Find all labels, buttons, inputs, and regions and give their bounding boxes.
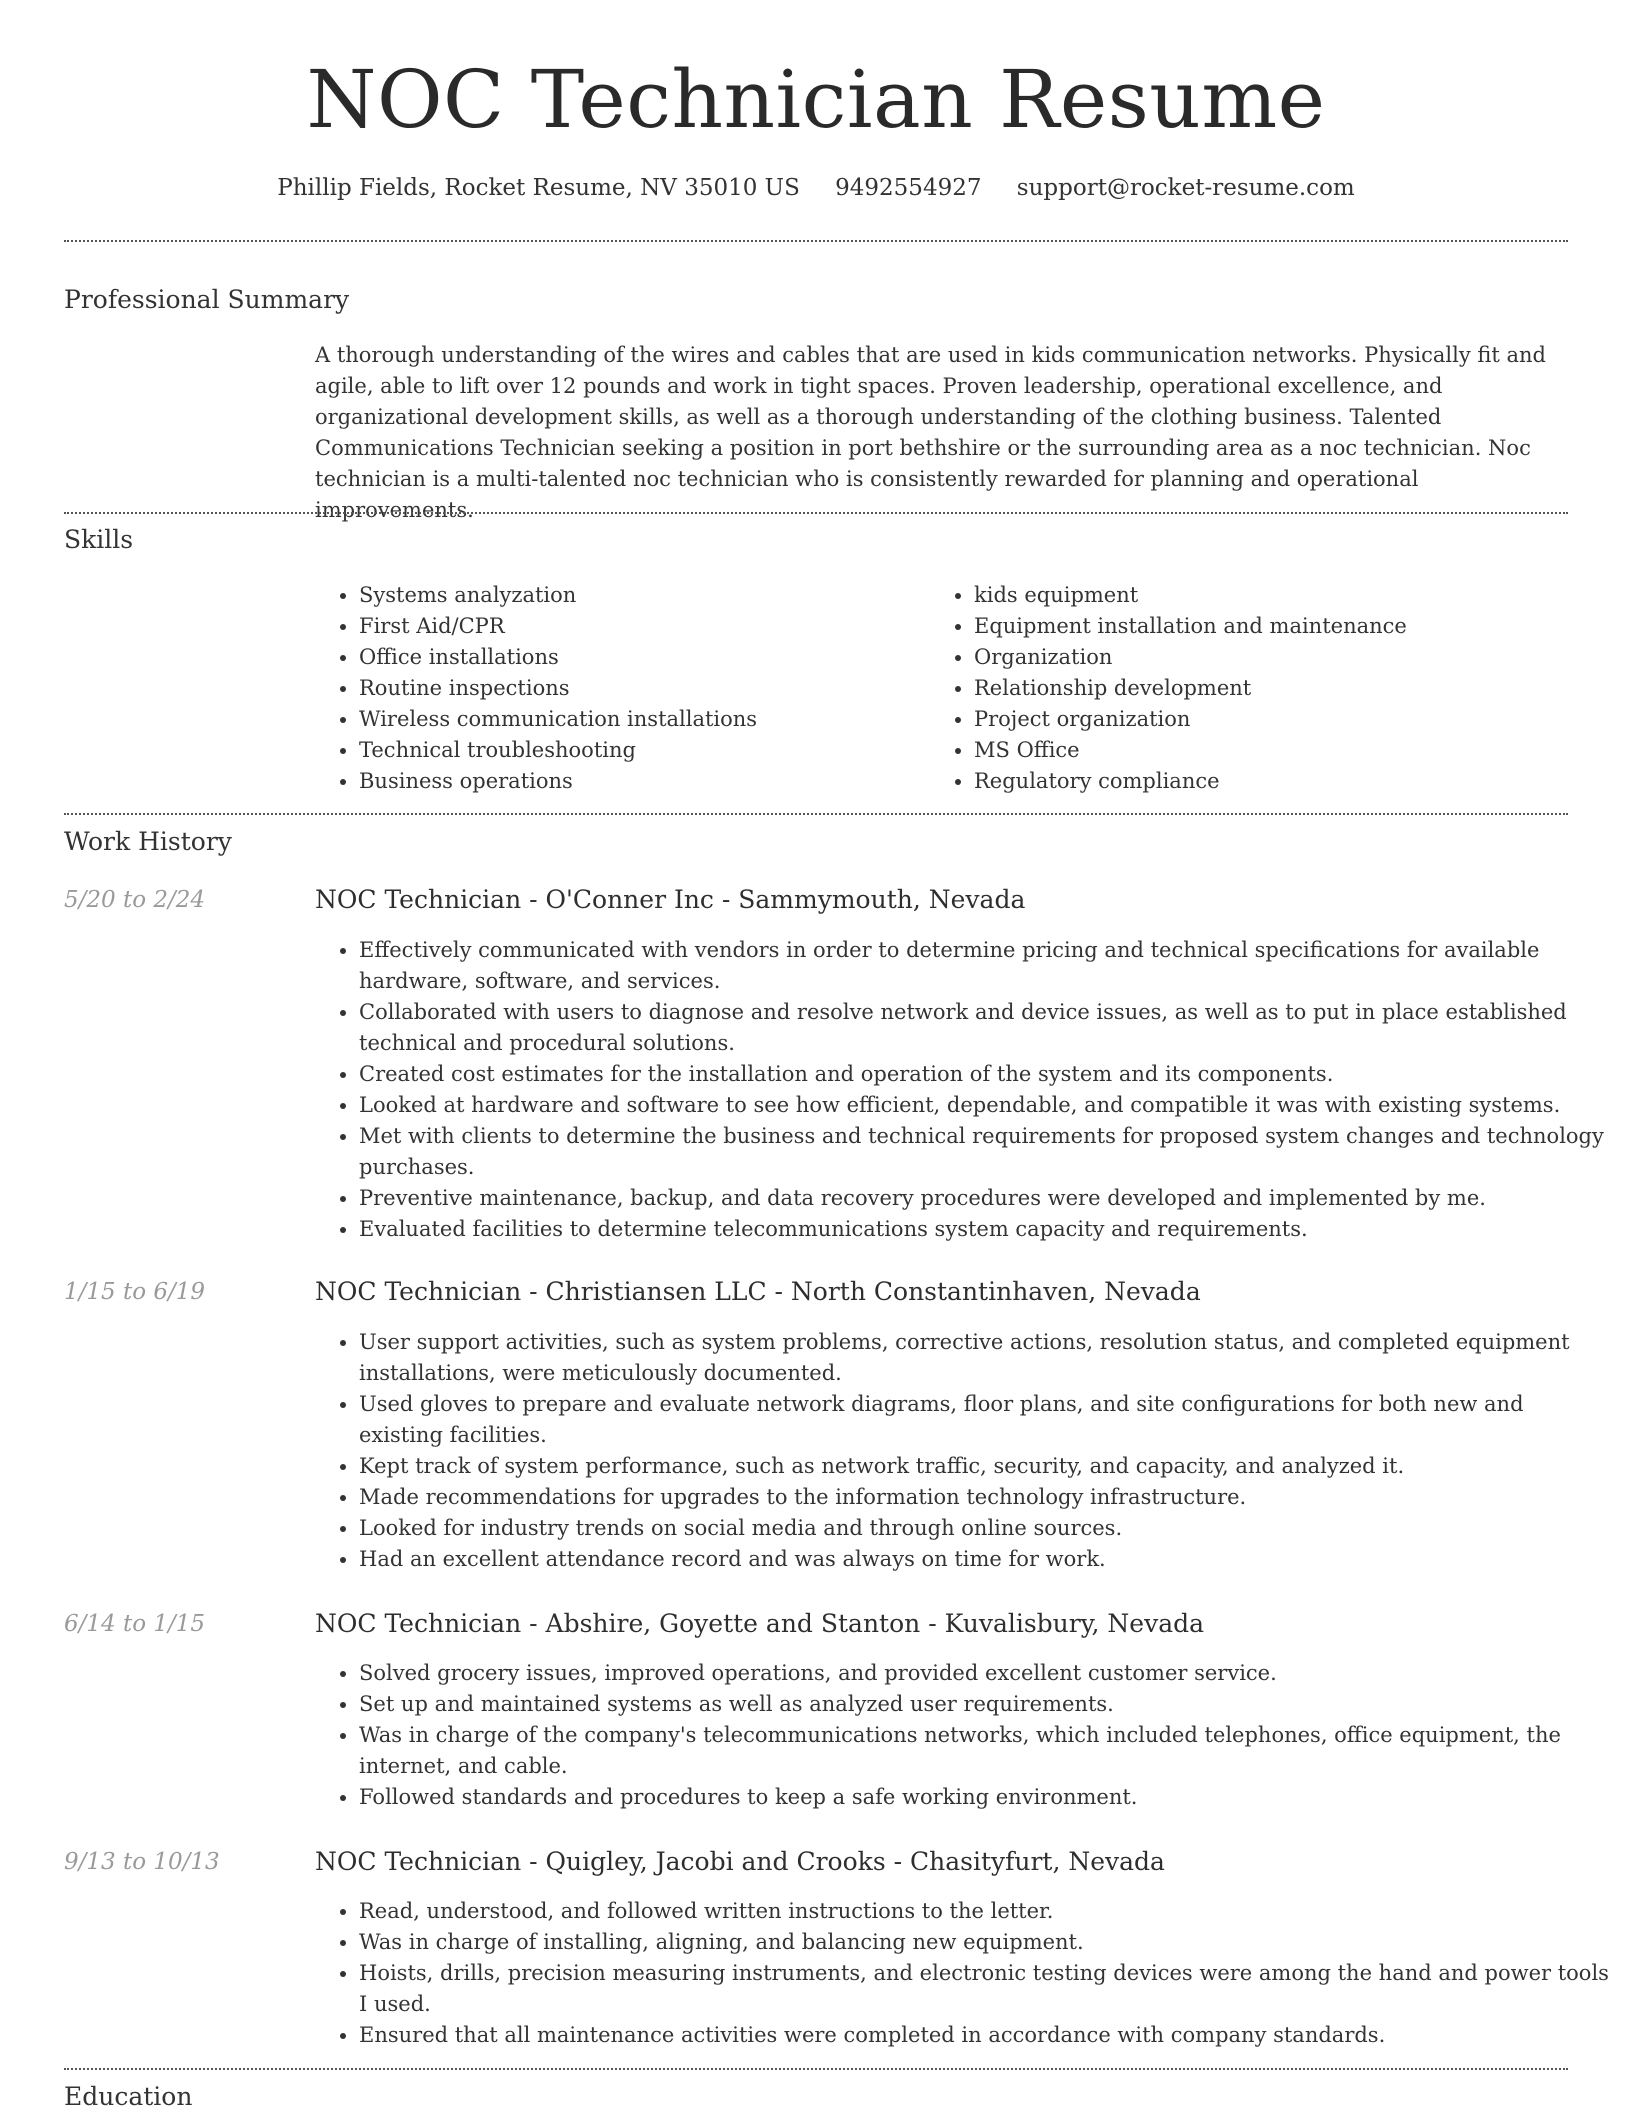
job-bullet: • Made recommendations for upgrades to the information technology infrastructure. [359, 1482, 1612, 1513]
contact-address: Phillip Fields, Rocket Resume, NV 35010 US [277, 175, 800, 201]
page-title: NOC Technician Resume [306, 53, 1326, 146]
contact-email: support@rocket-resume.com [1016, 175, 1355, 201]
skill-item: • Technical troubleshooting [359, 735, 959, 766]
job-title: NOC Technician - Christiansen LLC - North Constantinhaven, Nevada [315, 1277, 1201, 1306]
job-dates: 5/20 to 2/24 [64, 887, 206, 913]
job-bullet: • Effectively communicated with vendors in order to determine pricing and technical specifications for available hardware, software, and services. [359, 935, 1612, 997]
job-dates: 1/15 to 6/19 [64, 1279, 206, 1305]
divider [64, 512, 1568, 514]
job-bullet: • Solved grocery issues, improved operations, and provided excellent customer service. [359, 1658, 1612, 1689]
job-bullet: • Kept track of system performance, such as network traffic, security, and capacity, and analyzed it. [359, 1451, 1612, 1482]
job-bullet: • Looked at hardware and software to see how efficient, dependable, and compatible it was with existing systems. [359, 1090, 1612, 1121]
job-title: NOC Technician - O'Conner Inc - Sammymouth, Nevada [315, 885, 1026, 914]
summary-text: A thorough understanding of the wires and cables that are used in kids communication networks. Physically fit and agile, able to lift over 12 pounds and work in tight spaces. Proven leadership, operational excellence, and organizational development skills, as well as a thorough understanding of the clothing business. Talented Communications Technician seeking a position in port bethshire or the surrounding area as a noc technician. Noc technician is a multi-talented noc technician who is consistently rewarded for planning and operational improvements. [315, 343, 1546, 522]
job-bullet: • Looked for industry trends on social media and through online sources. [359, 1513, 1612, 1544]
work-heading: Work History [64, 827, 232, 856]
job-bullet: • Was in charge of installing, aligning, and balancing new equipment. [359, 1927, 1612, 1958]
job-bullets [315, 1327, 1612, 1575]
skill-item: • Business operations [359, 766, 959, 797]
job-bullet: • Followed standards and procedures to keep a safe working environment. [359, 1782, 1612, 1813]
skills-heading: Skills [64, 525, 134, 554]
education-heading: Education [64, 2082, 193, 2111]
skill-item: • Systems analyzation [359, 580, 959, 611]
skill-item: • kids equipment [974, 580, 1574, 611]
job-bullets [315, 1658, 1612, 1813]
contact-phone: 9492554927 [835, 175, 982, 201]
job-bullet: • Had an excellent attendance record and was always on time for work. [359, 1544, 1612, 1575]
skills-list-left [315, 580, 959, 797]
job-bullet: • Read, understood, and followed written instructions to the letter. [359, 1896, 1612, 1927]
skill-item: • Wireless communication installations [359, 704, 959, 735]
divider [64, 813, 1568, 815]
job-bullet: • Evaluated facilities to determine telecommunications system capacity and requirements. [359, 1214, 1612, 1245]
job-title: NOC Technician - Abshire, Goyette and Stanton - Kuvalisbury, Nevada [315, 1609, 1205, 1638]
contact-line [0, 172, 1632, 204]
skill-item: • MS Office [974, 735, 1574, 766]
job-bullet: • User support activities, such as system problems, corrective actions, resolution status, and completed equipment installations, were meticulously documented. [359, 1327, 1612, 1389]
job-bullet: • Met with clients to determine the business and technical requirements for proposed system changes and technology purchases. [359, 1121, 1612, 1183]
skills-list-right [930, 580, 1574, 797]
skill-item: • Routine inspections [359, 673, 959, 704]
job-bullet: • Ensured that all maintenance activities were completed in accordance with company standards. [359, 2020, 1612, 2051]
skill-item: • Equipment installation and maintenance [974, 611, 1574, 642]
job-bullet: • Preventive maintenance, backup, and data recovery procedures were developed and implemented by me. [359, 1183, 1612, 1214]
job-bullet: • Set up and maintained systems as well as analyzed user requirements. [359, 1689, 1612, 1720]
job-bullet: • Was in charge of the company's telecommunications networks, which included telephones, office equipment, the internet, and cable. [359, 1720, 1612, 1782]
job-title: NOC Technician - Quigley, Jacobi and Crooks - Chasityfurt, Nevada [315, 1847, 1165, 1876]
skill-item: • Relationship development [974, 673, 1574, 704]
job-dates: 6/14 to 1/15 [64, 1611, 206, 1637]
job-bullets [315, 1896, 1612, 2051]
skill-item: • Project organization [974, 704, 1574, 735]
job-bullet: • Used gloves to prepare and evaluate network diagrams, floor plans, and site configurations for both new and existing facilities. [359, 1389, 1612, 1451]
job-bullet: • Created cost estimates for the installation and operation of the system and its components. [359, 1059, 1612, 1090]
job-bullet: • Hoists, drills, precision measuring instruments, and electronic testing devices were among the hand and power tools I used. [359, 1958, 1612, 2020]
job-dates: 9/13 to 10/13 [64, 1849, 220, 1875]
job-bullets [315, 935, 1612, 1245]
skill-item: • Regulatory compliance [974, 766, 1574, 797]
skill-item: • Office installations [359, 642, 959, 673]
skill-item: • Organization [974, 642, 1574, 673]
divider [64, 240, 1568, 242]
summary-heading: Professional Summary [64, 285, 350, 314]
job-bullet: • Collaborated with users to diagnose and resolve network and device issues, as well as to put in place established technical and procedural solutions. [359, 997, 1612, 1059]
skill-item: • First Aid/CPR [359, 611, 959, 642]
divider [64, 2068, 1568, 2070]
